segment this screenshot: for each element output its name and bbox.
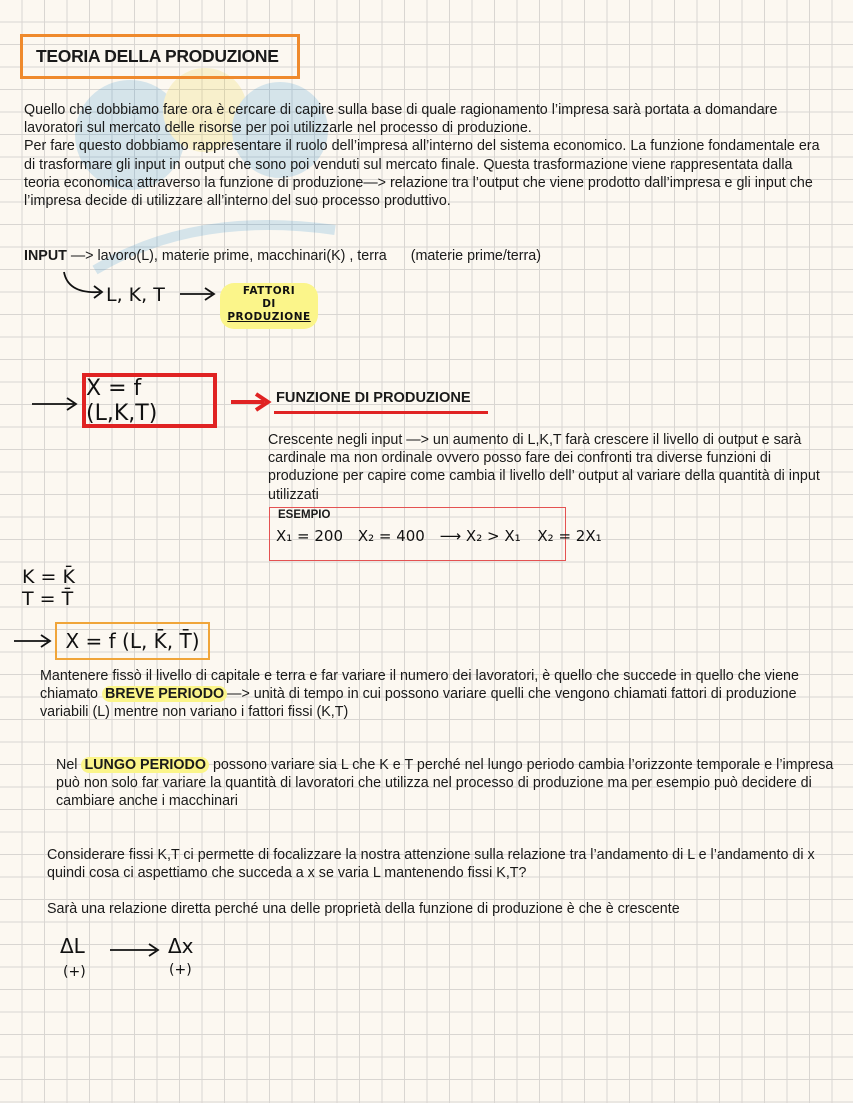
arrow-right-icon <box>12 631 56 651</box>
lungo-text-pre: Nel <box>56 757 82 773</box>
breve-periodo-text <box>40 667 830 722</box>
input-line <box>24 247 624 265</box>
arrow-right-icon <box>108 940 164 960</box>
input-list: —> lavoro(L), materie prime, macchinari(K) , terra <box>66 248 387 264</box>
delta-x: Δx <box>168 934 194 958</box>
arrow-right-icon <box>178 284 218 304</box>
funzione-di-produzione-label: FUNZIONE DI PRODUZIONE <box>276 390 471 406</box>
red-arrow-icon <box>228 390 274 414</box>
delta-l: ΔL <box>60 934 85 958</box>
page-title: TEORIA DELLA PRODUZIONE <box>20 34 300 79</box>
intro-text <box>24 101 824 210</box>
lungo-text-post: possono variare sia L che K e T perché nel lungo periodo cambia l’orizzonte temporale e l’impresa può non solo far variare la quantità di lavoratori che utilizza nel processo di produzione ma per esempio può decidere di cambiare anche i macchinari <box>56 757 834 810</box>
esempio-x1: X₁ = 200 <box>276 527 344 545</box>
breve-text-post: —> unità di tempo in cui possono variare quelli che vengono chiamati fattori di produzione variabili (L) mentre non variano i fattori fissi (K,T) <box>40 686 797 721</box>
arrow-right-icon: ⟶ <box>439 527 462 545</box>
fattori-line-3: PRODUZIONE <box>227 311 311 323</box>
input-note: (materie prime/terra) <box>410 248 541 264</box>
fattori-di-produzione-note <box>220 283 318 329</box>
input-label: INPUT <box>24 248 67 264</box>
esempio-compare: X₂ > X₁ <box>465 527 521 545</box>
fattori-line-1: FATTORI <box>242 285 296 297</box>
considerare-text: Considerare fissi K,T ci permette di focalizzare la nostra attenzione sulla relazione tra l’andamento di L e l’andamento di x quindi cosa ci aspettiamo che succeda a x se varia L mantenendo fissi K,T? <box>47 847 815 882</box>
esempio-x2: X₂ = 400 <box>357 527 425 545</box>
relazione-text: Sarà una relazione diretta perché una delle proprietà della funzione di produzione è che è crescente <box>47 901 680 917</box>
t-fixed: T = T̄ <box>22 588 74 610</box>
label-underline <box>274 411 488 414</box>
lkt-handwritten: L, K, T <box>106 284 165 306</box>
production-function-formula: X = f (L,K,T) <box>82 373 217 428</box>
arrow-right-icon <box>30 394 82 414</box>
intro-paragraph-1: Quello che dobbiamo fare ora è cercare di capire sulla base di quale ragionamento l’impresa sarà portata a domandare lavoratori sul mercato delle risorse per poi utilizzarle nel processo di produzione. <box>24 102 778 137</box>
k-fixed: K = K̄ <box>22 566 75 588</box>
fixed-factors-note <box>22 566 75 610</box>
fattori-line-2: DI <box>262 298 276 310</box>
intro-paragraph-2: Per fare questo dobbiamo rappresentare il ruolo dell’impresa all’interno del sistema economico. La funzione fondamentale era di trasformare gli input in output che sono poi venduti sul mercato finale. Questa trasformazione viene rappresentata dalla teoria economica attraverso la funzione di produzione—> relazione tra l’output che viene prodotto dall’impresa e gli input che l’impresa decide di utilizzare all’interno del suo processo produttivo. <box>24 138 820 210</box>
lungo-periodo-highlight: LUNGO PERIODO <box>81 757 209 773</box>
esempio-formulas <box>276 527 602 545</box>
delta-l-sign: (+) <box>63 964 86 980</box>
esempio-label: ESEMPIO <box>278 509 331 521</box>
delta-x-sign: (+) <box>169 962 192 978</box>
breve-periodo-highlight: BREVE PERIODO <box>102 686 227 702</box>
lungo-periodo-text <box>56 756 846 811</box>
short-run-formula: X = f (L, K̄, T̄) <box>55 622 210 660</box>
esempio-relation: X₂ = 2X₁ <box>537 527 602 545</box>
breve-text-pre: Mantenere fissò il livello di capitale e terra e far variare il numero dei lavoratori, è quello che succede in quello che viene chiamato <box>40 668 799 703</box>
crescente-text: Crescente negli input —> un aumento di L,K,T farà crescere il livello di output e sarà cardinale ma non ordinale ovvero posso fare dei confronti tra diverse funzioni di produzione per capire come cambia il livello dell’ output al variare della quantità di input utilizzati <box>268 432 820 503</box>
curved-arrow-icon <box>60 268 110 300</box>
